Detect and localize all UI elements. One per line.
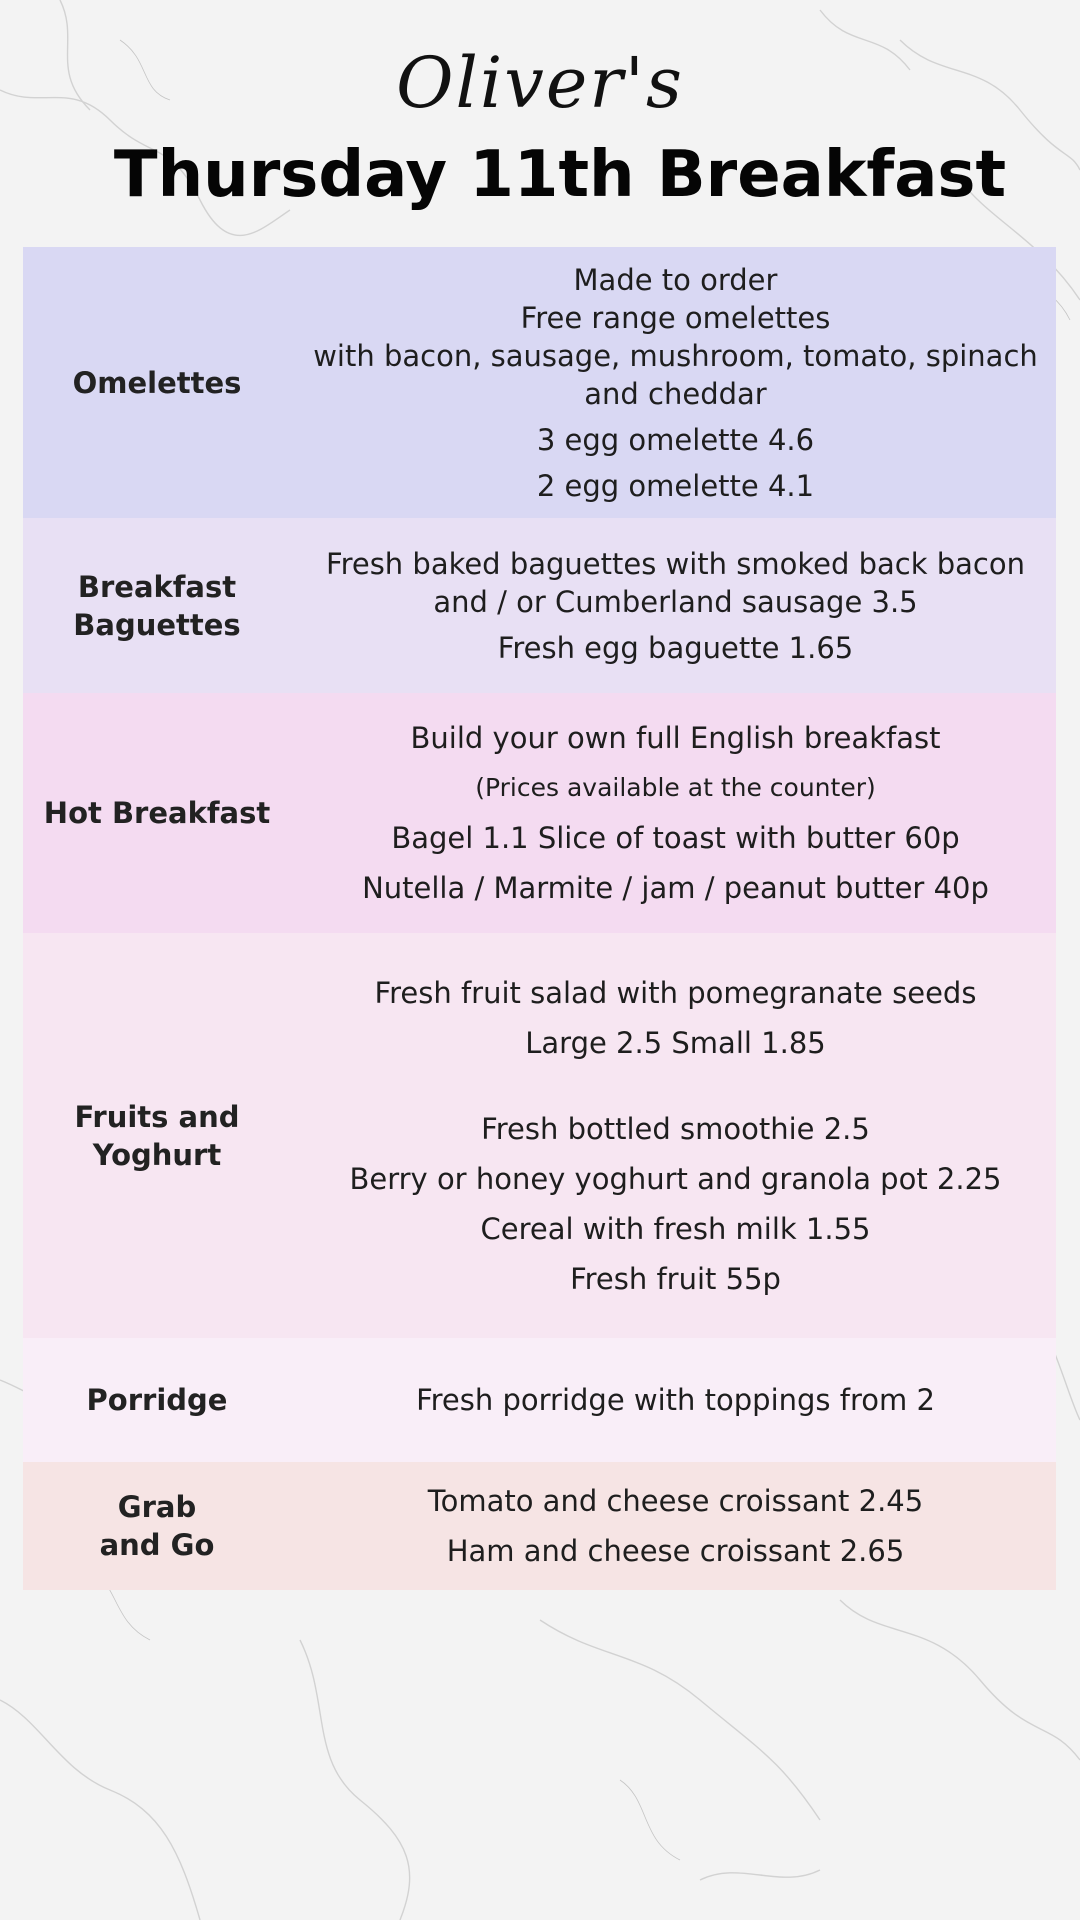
menu-item-price: Fresh egg baguette 1.65	[497, 630, 854, 665]
menu-line: Fresh fruit salad with pomegranate seeds	[374, 975, 977, 1010]
menu-item-price: Berry or honey yoghurt and granola pot 2.25	[349, 1161, 1002, 1196]
section-hot-breakfast	[23, 693, 1056, 933]
menu-line: Free range omelettes	[520, 300, 831, 335]
section-breakfast-baguettes	[23, 518, 1056, 693]
menu-line: and cheddar	[584, 376, 767, 411]
section-porridge	[23, 1338, 1056, 1462]
menu-note: (Prices available at the counter)	[475, 773, 876, 802]
menu-item-price: Large 2.5 Small 1.85	[525, 1025, 826, 1060]
category-label	[23, 568, 291, 644]
menu-item-price: Fresh bottled smoothie 2.5	[481, 1111, 870, 1146]
category-label: Porridge	[86, 1383, 228, 1417]
category-label-line: and Go	[99, 1528, 215, 1562]
item-list	[291, 261, 1056, 505]
menu-line: with bacon, sausage, mushroom, tomato, spinach	[313, 338, 1038, 373]
item-list	[291, 1482, 1056, 1570]
item-list	[291, 974, 1056, 1298]
menu-table	[23, 247, 1056, 1590]
menu-item-price: Fresh porridge with toppings from 2	[416, 1383, 935, 1417]
category-label-line: Baguettes	[73, 607, 241, 642]
menu-item-price: Cereal with fresh milk 1.55	[480, 1211, 871, 1246]
item-list	[291, 1381, 1056, 1419]
menu-line: Fresh baked baguettes with smoked back bacon	[326, 546, 1025, 581]
category-label-line: Yoghurt	[92, 1137, 222, 1172]
menu-item-price: and / or Cumberland sausage 3.5	[433, 584, 918, 619]
menu-item-price: Tomato and cheese croissant 2.45	[427, 1484, 924, 1518]
menu-item-price: Nutella / Marmite / jam / peanut butter 40p	[362, 871, 989, 905]
section-grab-and-go	[23, 1462, 1056, 1590]
menu-item-price: 2 egg omelette 4.1	[536, 468, 815, 503]
category-label	[23, 1098, 291, 1174]
category-label: Hot Breakfast	[43, 796, 271, 830]
menu-item-price: Bagel 1.1 Slice of toast with butter 60p	[391, 821, 960, 855]
item-list	[291, 719, 1056, 907]
menu-item-price: Fresh fruit 55p	[570, 1261, 781, 1296]
category-label	[23, 1488, 291, 1564]
menu-line: Made to order	[573, 262, 778, 297]
menu-item-price: Ham and cheese croissant 2.65	[446, 1534, 905, 1568]
restaurant-name: Oliver's	[396, 42, 684, 124]
category-label-line: Fruits and	[74, 1099, 240, 1134]
menu-item-price: 3 egg omelette 4.6	[536, 422, 815, 457]
menu-line: Build your own full English breakfast	[410, 721, 941, 755]
category-label-line: Grab	[117, 1490, 197, 1524]
menu-header	[0, 0, 1080, 245]
category-label-line: Breakfast	[77, 569, 237, 604]
item-list	[291, 545, 1056, 667]
section-omelettes	[23, 247, 1056, 518]
page-title: Thursday 11th Breakfast	[113, 138, 1007, 212]
category-label: Omelettes	[72, 365, 242, 400]
section-fruits-and-yoghurt	[23, 933, 1056, 1338]
